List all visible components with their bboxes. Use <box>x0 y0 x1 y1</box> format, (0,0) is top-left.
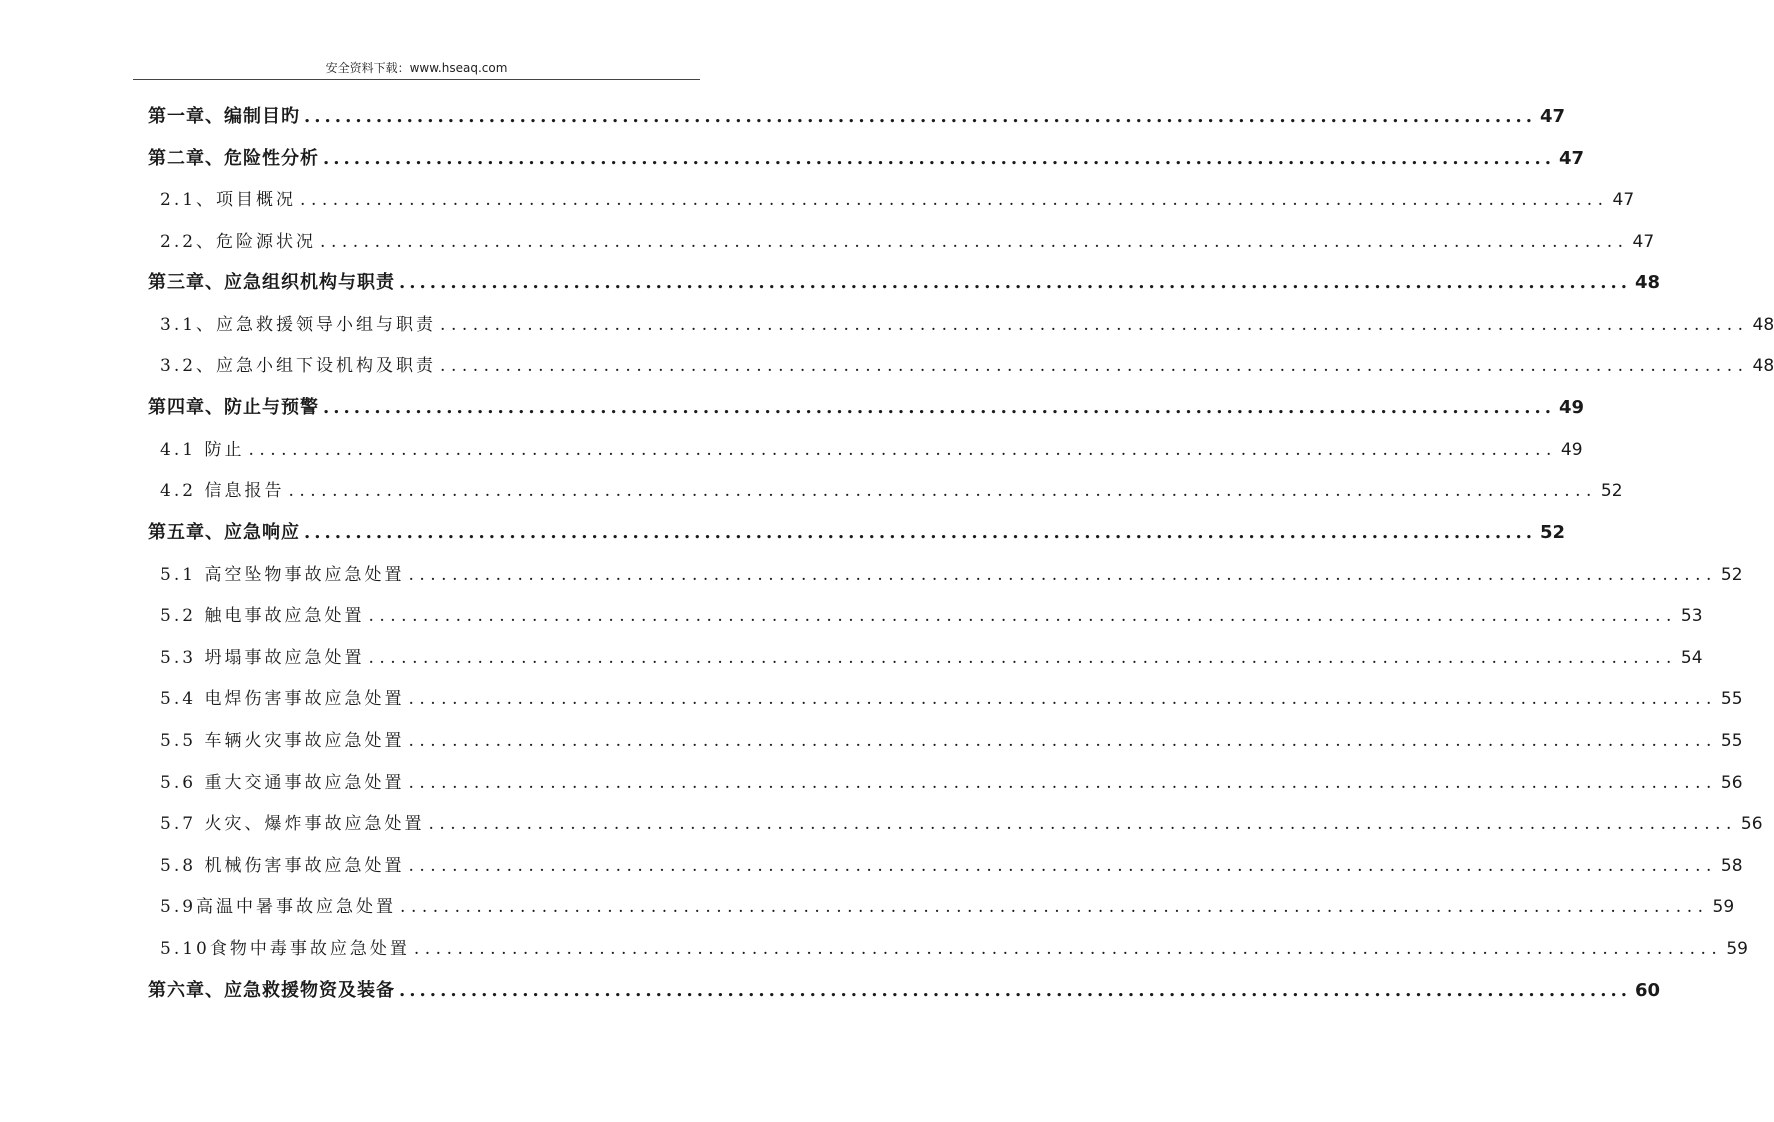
toc-entry-label: 5.5 车辆火灾事故应急处置 <box>160 731 405 751</box>
toc-entry-label: 4.2 信息报告 <box>160 481 285 501</box>
toc-section-entry[interactable] <box>160 809 1763 839</box>
toc-page-number: 47 <box>1632 232 1655 252</box>
toc-chapter-entry[interactable] <box>148 976 1661 1006</box>
toc-page-number: 47 <box>1612 190 1635 210</box>
toc-dot-leader: ........................................................................................................................ <box>440 356 1749 376</box>
toc-dot-leader: ........................................................................................................................ <box>399 272 1631 293</box>
toc-entry-label: 5.3 坍塌事故应急处置 <box>160 648 365 668</box>
toc-entry-label: 第三章、应急组织机构与职责 <box>148 272 395 293</box>
toc-dot-leader: ........................................................................................................................ <box>304 522 1536 543</box>
toc-dot-leader: ........................................................................................................................ <box>408 731 1717 751</box>
toc-dot-leader: ........................................................................................................................ <box>323 148 1555 169</box>
toc-page-number: 52 <box>1600 481 1623 501</box>
toc-entry-label: 第六章、应急救援物资及装备 <box>148 980 395 1001</box>
toc-dot-leader: ........................................................................................................................ <box>400 897 1709 917</box>
toc-dot-leader: ........................................................................................................................ <box>408 689 1717 709</box>
toc-section-entry[interactable] <box>160 934 1748 964</box>
toc-page-number: 53 <box>1680 606 1703 626</box>
toc-section-entry[interactable] <box>160 351 1774 381</box>
toc-entry-label: 第一章、编制目旳 <box>148 106 300 127</box>
toc-page-number: 47 <box>1540 106 1566 127</box>
toc-entry-label: 2.2、危险源状况 <box>160 232 317 252</box>
toc-entry-label: 3.2、应急小组下设机构及职责 <box>160 356 437 376</box>
toc-dot-leader: ........................................................................................................................ <box>288 481 1597 501</box>
toc-dot-leader: ........................................................................................................................ <box>408 565 1717 585</box>
toc-chapter-entry[interactable] <box>148 268 1661 298</box>
toc-page-number: 54 <box>1680 648 1703 668</box>
toc-entry-label: 3.1、应急救援领导小组与职责 <box>160 315 437 335</box>
toc-section-entry[interactable] <box>160 435 1583 465</box>
toc-chapter-entry[interactable] <box>148 393 1585 423</box>
toc-entry-label: 5.4 电焊伤害事故应急处置 <box>160 689 405 709</box>
toc-dot-leader: ........................................................................................................................ <box>368 606 1677 626</box>
toc-entry-label: 5.9高温中暑事故应急处置 <box>160 897 397 917</box>
toc-section-entry[interactable] <box>160 892 1735 922</box>
toc-page-number: 60 <box>1635 980 1661 1001</box>
toc-page-number: 59 <box>1712 897 1735 917</box>
page-header: 安全资料下载：www.hseaq.com <box>325 61 508 75</box>
toc-page-number: 55 <box>1720 689 1743 709</box>
toc-section-entry[interactable] <box>160 227 1655 257</box>
toc-entry-label: 第二章、危险性分析 <box>148 148 319 169</box>
toc-dot-leader: ........................................................................................................................ <box>300 190 1609 210</box>
toc-dot-leader: ........................................................................................................................ <box>413 939 1723 959</box>
toc-section-entry[interactable] <box>160 726 1743 756</box>
toc-dot-leader: ........................................................................................................................ <box>320 232 1629 252</box>
toc-section-entry[interactable] <box>160 476 1623 506</box>
toc-entry-label: 5.8 机械伤害事故应急处置 <box>160 856 405 876</box>
toc-page-number: 49 <box>1559 397 1585 418</box>
toc-section-entry[interactable] <box>160 851 1743 881</box>
toc-dot-leader: ........................................................................................................................ <box>440 315 1749 335</box>
toc-section-entry[interactable] <box>160 768 1743 798</box>
toc-page-number: 56 <box>1740 814 1763 834</box>
toc-page-number: 58 <box>1720 856 1743 876</box>
toc-section-entry[interactable] <box>160 185 1635 215</box>
toc-entry-label: 5.7 火灾、爆炸事故应急处置 <box>160 814 425 834</box>
toc-dot-leader: ........................................................................................................................ <box>248 440 1557 460</box>
toc-dot-leader: ........................................................................................................................ <box>368 648 1677 668</box>
toc-page-number: 48 <box>1752 356 1774 376</box>
toc-entry-label: 第五章、应急响应 <box>148 522 300 543</box>
toc-page-number: 56 <box>1720 773 1743 793</box>
toc-page-number: 59 <box>1726 939 1748 959</box>
toc-page-number: 49 <box>1560 440 1583 460</box>
toc-entry-label: 2.1、项目概况 <box>160 190 297 210</box>
toc-chapter-entry[interactable] <box>148 144 1585 174</box>
toc-dot-leader: ........................................................................................................................ <box>323 397 1555 418</box>
toc-page-number: 52 <box>1540 522 1566 543</box>
toc-section-entry[interactable] <box>160 601 1703 631</box>
toc-chapter-entry[interactable] <box>148 102 1566 132</box>
toc-entry-label: 5.10食物中毒事故应急处置 <box>160 939 410 959</box>
toc-dot-leader: ........................................................................................................................ <box>408 856 1717 876</box>
toc-page-number: 48 <box>1635 272 1661 293</box>
toc-page-number: 55 <box>1720 731 1743 751</box>
toc-page-number: 52 <box>1720 565 1743 585</box>
header-divider <box>133 79 700 80</box>
toc-section-entry[interactable] <box>160 684 1743 714</box>
toc-dot-leader: ........................................................................................................................ <box>408 773 1717 793</box>
toc-page-number: 48 <box>1752 315 1774 335</box>
toc-chapter-entry[interactable] <box>148 518 1566 548</box>
toc-entry-label: 5.6 重大交通事故应急处置 <box>160 773 405 793</box>
toc-section-entry[interactable] <box>160 643 1703 673</box>
toc-entry-label: 5.1 高空坠物事故应急处置 <box>160 565 405 585</box>
toc-entry-label: 4.1 防止 <box>160 440 245 460</box>
toc-dot-leader: ........................................................................................................................ <box>428 814 1737 834</box>
toc-section-entry[interactable] <box>160 310 1774 340</box>
toc-section-entry[interactable] <box>160 560 1743 590</box>
toc-dot-leader: ........................................................................................................................ <box>304 106 1536 127</box>
toc-dot-leader: ........................................................................................................................ <box>399 980 1631 1001</box>
toc-entry-label: 5.2 触电事故应急处置 <box>160 606 365 626</box>
toc-entry-label: 第四章、防止与预警 <box>148 397 319 418</box>
toc-page-number: 47 <box>1559 148 1585 169</box>
